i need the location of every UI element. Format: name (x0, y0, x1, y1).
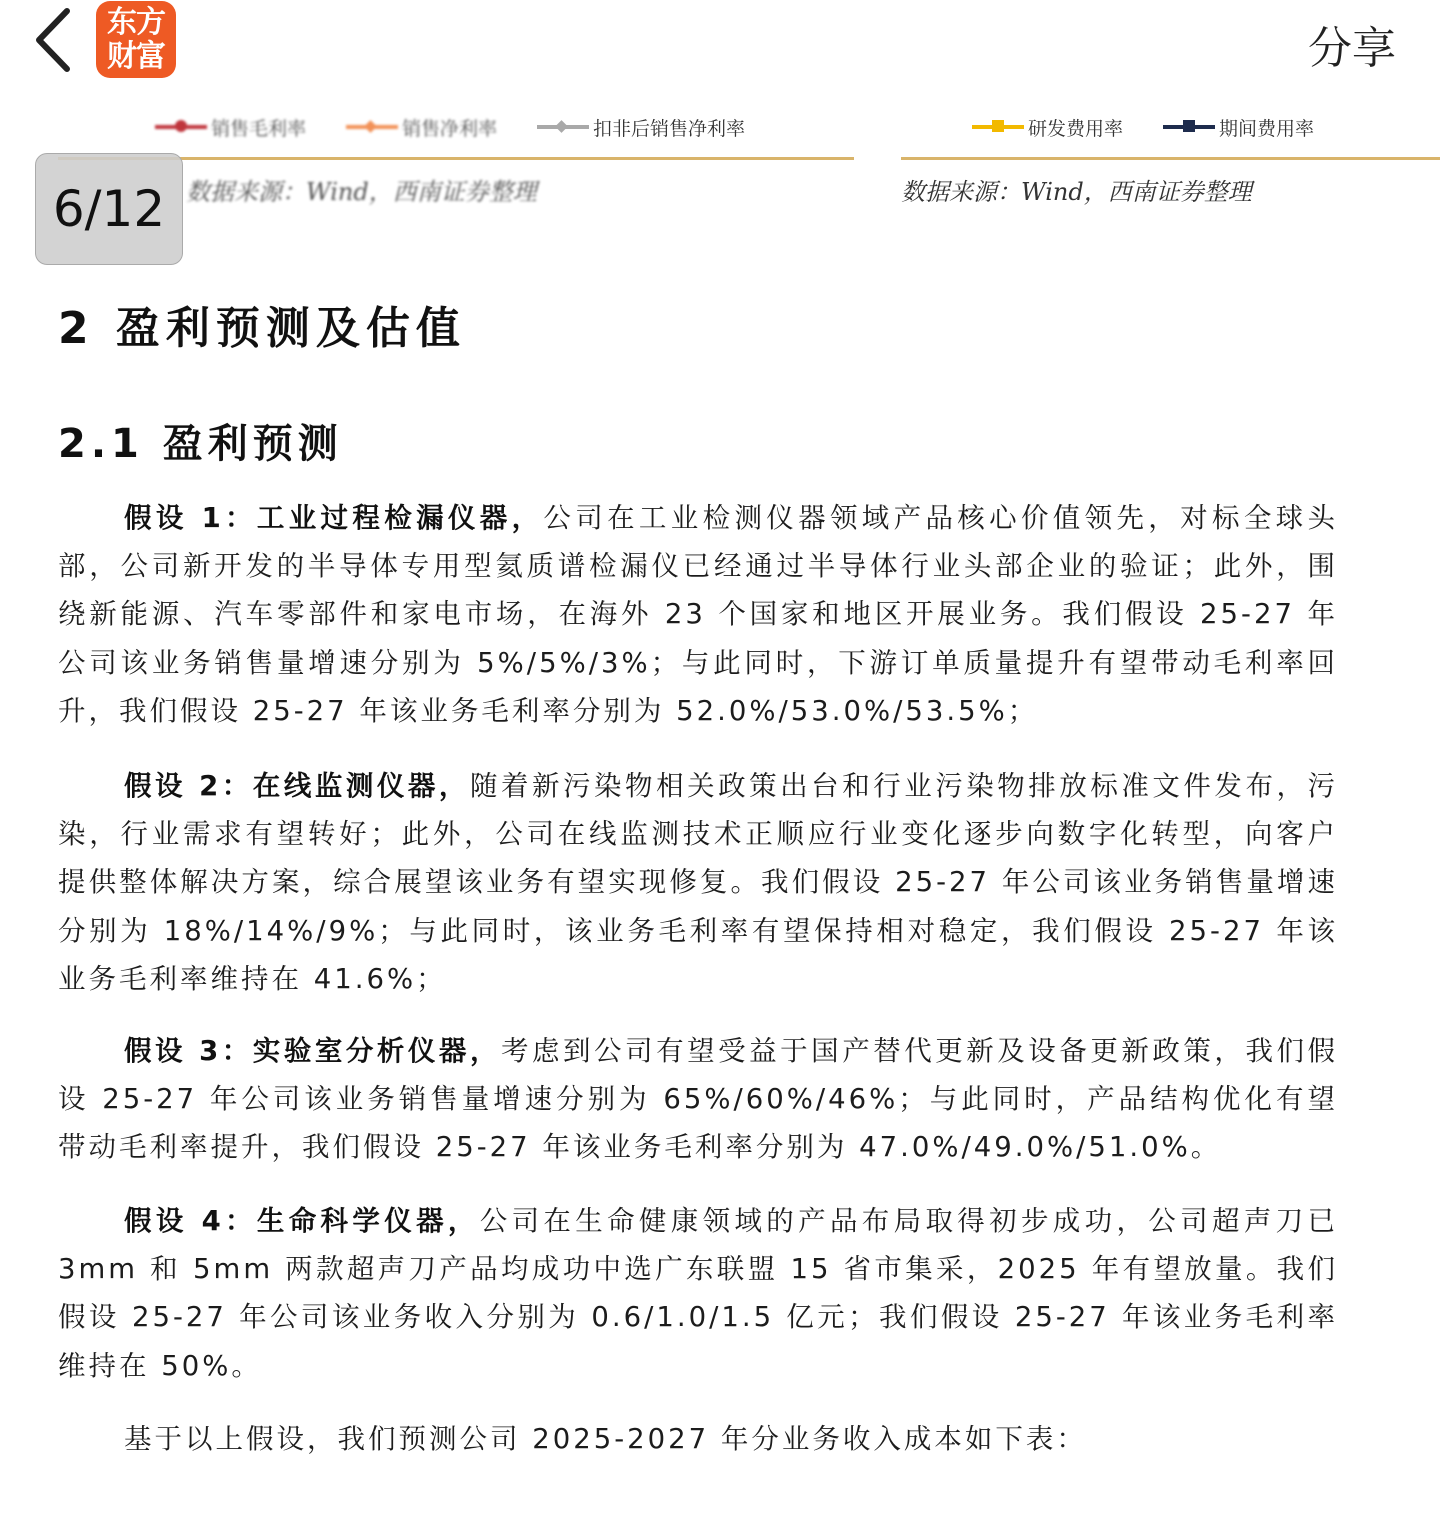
back-button[interactable] (26, 4, 80, 76)
legend-item (155, 114, 306, 141)
chart-divider-right (901, 157, 1440, 160)
legend-item (346, 114, 497, 141)
page-indicator: 6/12 (35, 153, 183, 265)
assumption-lead: 假设 4：生命科学仪器， (124, 1205, 480, 1237)
legend-marker (1163, 125, 1215, 129)
right-chart-legend (972, 112, 1314, 142)
assumption-lead: 假设 2：在线监测仪器， (124, 770, 470, 802)
legend-marker (972, 125, 1024, 129)
assumption-text: 公司在工业检测仪器领域产品核心价值领先，对标全球头部，公司新开发的半导体专用型氦质谱检漏仪已经通过半导体行业头部企业的验证；此外，围绕新能源、汽车零部件和家电市场，在海外 23 个国家和地区开展业务。我们假设 25-27 年公司该业务销售量增速分别为 5%/5%/3%；与此同时，下游订单质量提升有望带动毛利率回升，我们假设 25-27 年该业务毛利率分别为 52.0%/53.0%/53.5%； (58, 502, 1338, 727)
assumption-paragraph-2 (58, 762, 1338, 1003)
legend-item (1163, 114, 1314, 141)
legend-item (537, 114, 745, 141)
legend-marker (346, 125, 398, 129)
left-chart-source: 数据来源：Wind，西南证券整理 (186, 178, 537, 206)
assumption-text: 公司在生命健康领域的产品布局取得初步成功，公司超声刀已 3mm 和 5mm 两款超声刀产品均成功中选广东联盟 15 省市集采，2025 年有望放量。我们假设 25-27 年公司该业务收入分别为 0.6/1.0/1.5 亿元；我们假设 25-27 年该业务毛利率维持在 50%。 (58, 1205, 1338, 1382)
assumption-paragraph-4 (58, 1197, 1338, 1390)
assumption-paragraph-1 (58, 494, 1338, 735)
assumption-text: 随着新污染物相关政策出台和行业污染物排放标准文件发布，污染，行业需求有望转好；此外，公司在线监测技术正顺应行业变化逐步向数字化转型，向客户提供整体解决方案，综合展望该业务有望实现修复。我们假设 25-27 年公司该业务销售量增速分别为 18%/14%/9%；与此同时，该业务毛利率有望保持相对稳定，我们假设 25-27 年该业务毛利率维持在 41.6%； (58, 770, 1338, 995)
chevron-left-icon (33, 7, 73, 73)
app-logo (96, 1, 176, 78)
right-chart-source: 数据来源：Wind，西南证券整理 (901, 178, 1252, 206)
legend-label: 扣非后销售净利率 (593, 117, 746, 140)
legend-label: 研发费用率 (1028, 117, 1124, 140)
legend-label: 销售毛利率 (211, 117, 307, 140)
logo-line-1: 东方 (107, 4, 165, 40)
left-chart-legend (155, 112, 785, 142)
assumption-lead: 假设 1：工业过程检漏仪器， (124, 502, 544, 534)
assumption-lead: 假设 3：实验室分析仪器， (124, 1035, 501, 1067)
legend-label: 销售净利率 (402, 117, 498, 140)
legend-marker (537, 125, 589, 129)
assumption-paragraph-3 (58, 1027, 1338, 1172)
legend-label: 期间费用率 (1219, 117, 1315, 140)
legend-item (972, 114, 1123, 141)
legend-marker (155, 125, 207, 129)
assumption-text: 考虑到公司有望受益于国产替代更新及设备更新政策，我们假设 25-27 年公司该业务销售量增速分别为 65%/60%/46%；与此同时，产品结构优化有望带动毛利率提升，我们假设 25-27 年该业务毛利率分别为 47.0%/49.0%/51.0%。 (58, 1035, 1338, 1164)
share-button[interactable]: 分享 (1308, 23, 1396, 74)
closing-paragraph: 基于以上假设，我们预测公司 2025-2027 年分业务收入成本如下表： (124, 1423, 1087, 1455)
subsection-heading: 2.1 盈利预测 (58, 421, 343, 467)
logo-line-2: 财富 (107, 38, 165, 74)
section-heading: 2 盈利预测及估值 (58, 303, 466, 354)
